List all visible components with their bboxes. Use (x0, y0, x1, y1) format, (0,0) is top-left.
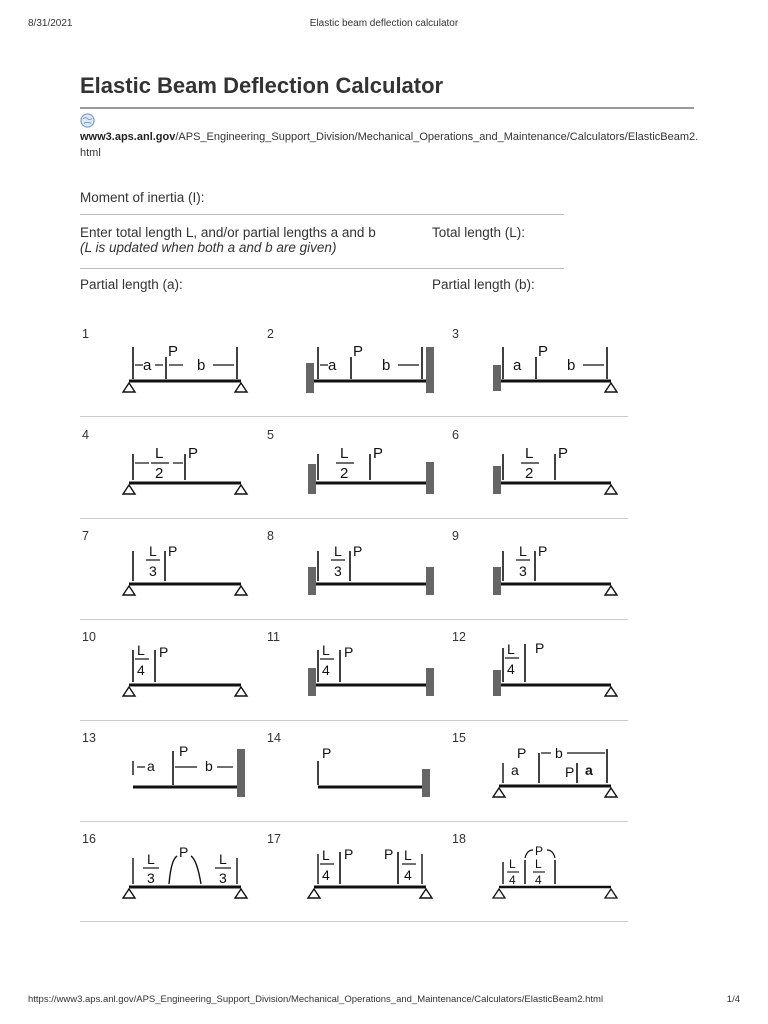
beam-diagram-15[interactable] (485, 739, 645, 819)
label-P: P (179, 844, 189, 860)
label-a: a (328, 357, 337, 374)
case-number: 14 (267, 731, 281, 745)
label-L: L (137, 642, 145, 658)
beam-diagram-11[interactable] (300, 638, 460, 718)
beam-diagram-16[interactable] (115, 840, 275, 920)
label-L: L (507, 641, 515, 657)
case-number: 10 (82, 630, 96, 644)
label-4: 4 (509, 873, 516, 887)
source-link[interactable]: www3.aps.anl.gov/APS_Engineering_Support_Division/Mechanical_Operations_and_Maintenance/Calculators/ElasticBeam2.html (80, 131, 699, 159)
label-P: P (168, 343, 179, 360)
case-number: 2 (267, 327, 274, 341)
moment-of-inertia-label: Moment of inertia (I): (80, 190, 205, 205)
case-number: 12 (452, 630, 466, 644)
beam-diagram-7[interactable] (115, 537, 275, 617)
label-a: a (585, 762, 593, 778)
label-L: L (334, 543, 342, 559)
label-a: a (511, 762, 519, 778)
row-divider (80, 821, 628, 822)
page-number: 1/4 (726, 994, 740, 1005)
label-L: L (322, 642, 330, 658)
label-3: 3 (219, 870, 227, 886)
case-number: 1 (82, 327, 89, 341)
case-number: 17 (267, 832, 281, 846)
beam-diagram-1[interactable] (115, 335, 275, 415)
label-P: P (373, 445, 384, 462)
beam-diagram-8[interactable] (300, 537, 460, 617)
case-number: 9 (452, 529, 459, 543)
label-4: 4 (404, 867, 412, 883)
label-P: P (353, 343, 364, 360)
label-P: P (344, 846, 354, 862)
label-2: 2 (525, 465, 534, 482)
case-number: 8 (267, 529, 274, 543)
form-divider (80, 214, 564, 215)
label-L: L (519, 543, 527, 559)
beam-diagram-10[interactable] (115, 638, 275, 718)
title-divider (80, 107, 694, 109)
label-P: P (535, 640, 545, 656)
label-b: b (197, 357, 206, 374)
print-footer-url: https://www3.aps.anl.gov/APS_Engineering_Support_Division/Mechanical_Operations_and_Maintenance/Calculators/ElasticBeam2.html (28, 994, 604, 1005)
label-P: P (168, 543, 178, 559)
label-L: L (509, 857, 516, 871)
label-4: 4 (322, 662, 330, 678)
beam-diagram-4[interactable] (115, 436, 275, 516)
label-P: P (159, 644, 169, 660)
case-number: 4 (82, 428, 89, 442)
case-number: 3 (452, 327, 459, 341)
label-3: 3 (334, 563, 342, 579)
row-divider (80, 518, 628, 519)
total-length-label: Total length (L): (432, 225, 526, 240)
case-number: 18 (452, 832, 466, 846)
label-4: 4 (137, 662, 145, 678)
label-P: P (179, 743, 189, 759)
label-b: b (567, 357, 576, 374)
beam-diagram-14[interactable] (300, 739, 460, 819)
label-L: L (340, 445, 349, 462)
label-b: b (555, 745, 563, 761)
label-L: L (525, 445, 534, 462)
row-divider (80, 416, 628, 417)
label-a: a (143, 357, 152, 374)
label-a: a (147, 758, 155, 774)
label-L: L (155, 445, 164, 462)
label-3: 3 (149, 563, 157, 579)
label-4: 4 (535, 873, 542, 887)
label-b: b (205, 758, 213, 774)
case-number: 16 (82, 832, 96, 846)
beam-diagram-9[interactable] (485, 537, 645, 617)
label-P: P (558, 445, 569, 462)
label-4: 4 (322, 867, 330, 883)
label-P: P (517, 745, 527, 761)
print-date: 8/31/2021 (28, 18, 73, 29)
globe-icon (80, 113, 95, 128)
form-divider (80, 268, 564, 269)
label-P: P (344, 644, 354, 660)
label-P: P (384, 846, 394, 862)
label-2: 2 (155, 465, 164, 482)
label-P: P (322, 745, 332, 761)
beam-diagram-2[interactable] (300, 335, 460, 415)
beam-diagram-5[interactable] (300, 436, 460, 516)
case-number: 15 (452, 731, 466, 745)
label-P: P (353, 543, 363, 559)
label-2: 2 (340, 465, 349, 482)
label-L: L (322, 847, 330, 863)
case-number: 13 (82, 731, 96, 745)
partial-length-b-label: Partial length (b): (432, 277, 535, 292)
label-b: b (382, 357, 391, 374)
beam-diagram-17[interactable] (300, 840, 460, 920)
page-title: Elastic Beam Deflection Calculator (80, 73, 444, 98)
case-number: 5 (267, 428, 274, 442)
label-P: P (538, 543, 548, 559)
label-L: L (149, 543, 157, 559)
label-P: P (535, 844, 544, 858)
label-P: P (188, 445, 199, 462)
label-L: L (535, 857, 542, 871)
beam-diagram-13[interactable] (115, 739, 275, 819)
case-number: 6 (452, 428, 459, 442)
label-3: 3 (519, 563, 527, 579)
beam-diagram-6[interactable] (485, 436, 645, 516)
label-P: P (565, 764, 575, 780)
label-4: 4 (507, 661, 515, 677)
label-a: a (513, 357, 522, 374)
beam-diagram-18[interactable] (485, 840, 645, 920)
row-divider (80, 720, 628, 721)
label-L: L (147, 851, 155, 867)
label-L: L (404, 847, 412, 863)
label-P: P (538, 343, 549, 360)
case-number: 11 (267, 630, 280, 644)
partial-length-a-label: Partial length (a): (80, 277, 183, 292)
row-divider (80, 921, 628, 922)
row-divider (80, 619, 628, 620)
label-L: L (219, 851, 227, 867)
case-number: 7 (82, 529, 89, 543)
lengths-instruction: Enter total length L, and/or partial lengths a and b (L is updated when both a and b are given) (80, 225, 376, 255)
beam-diagram-12[interactable] (485, 638, 645, 718)
print-header-title: Elastic beam deflection calculator (309, 18, 459, 29)
beam-diagram-3[interactable] (485, 335, 645, 415)
label-3: 3 (147, 870, 155, 886)
